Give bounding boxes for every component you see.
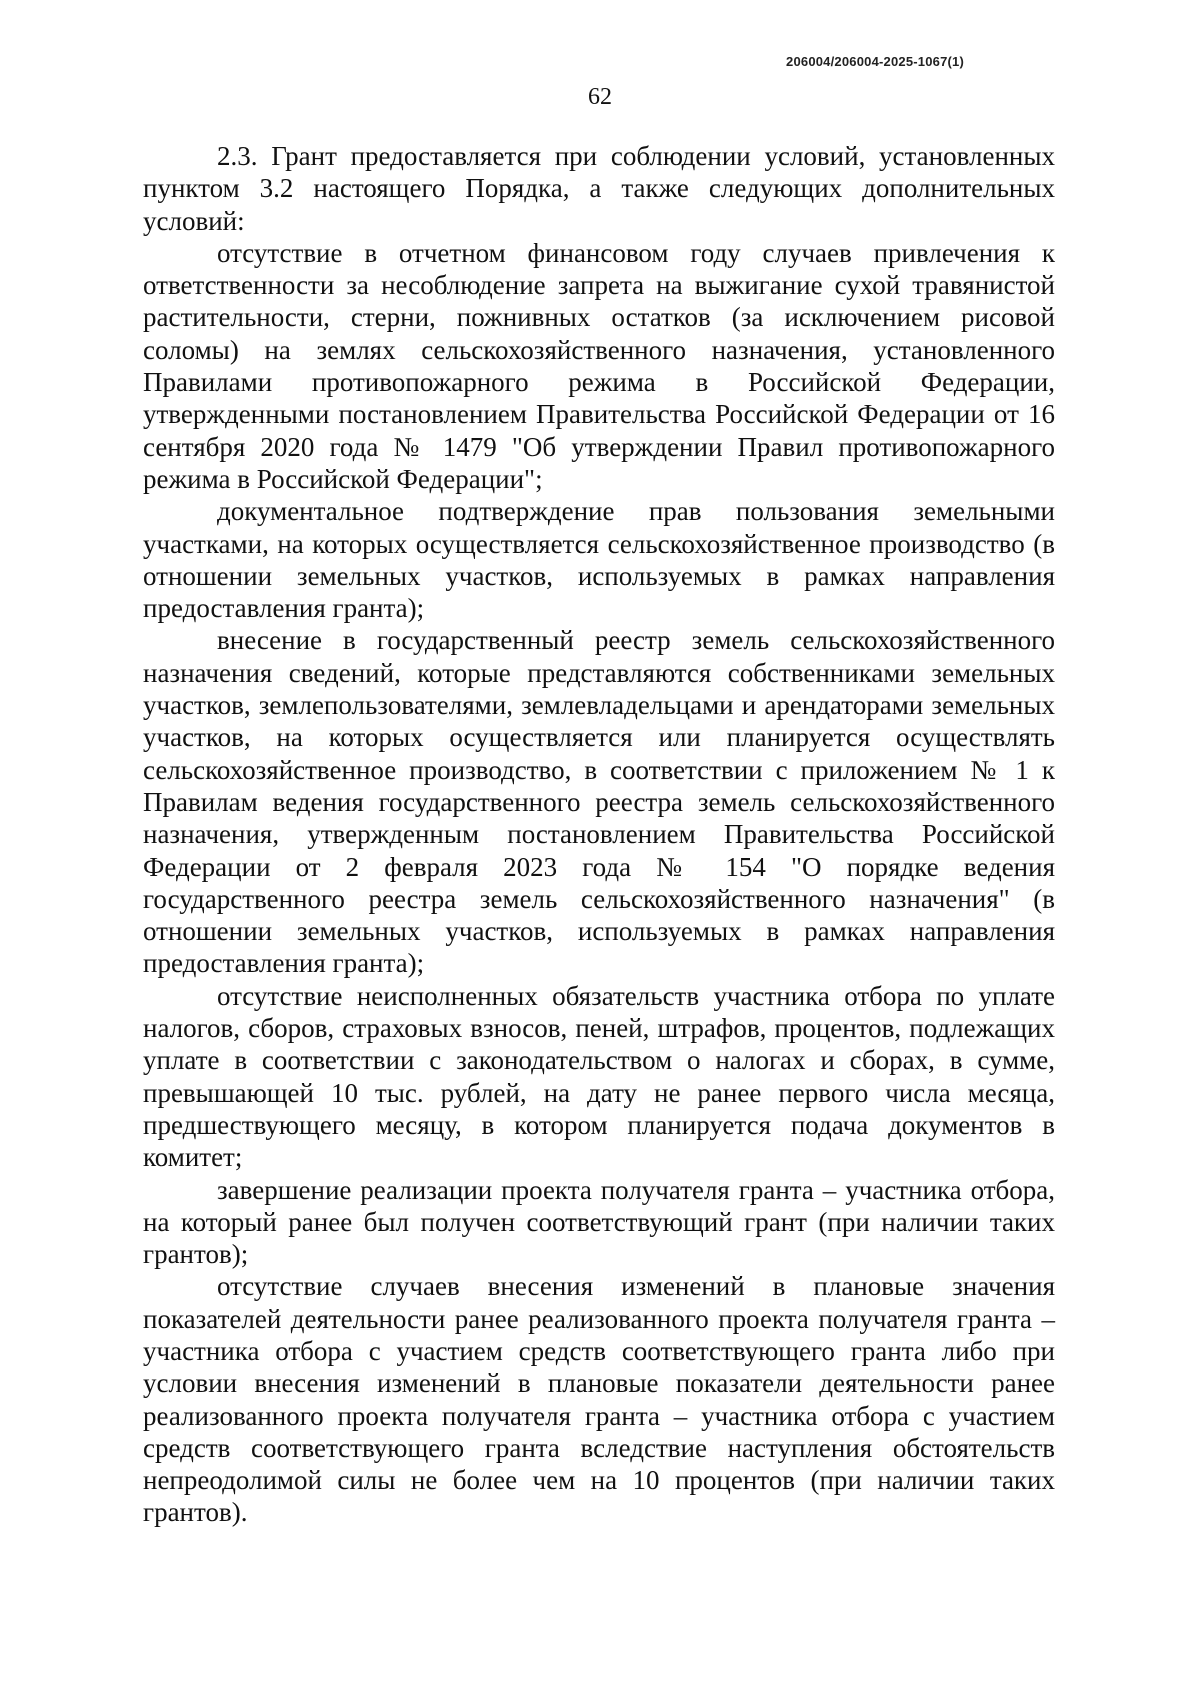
document-id: 206004/206004-2025-1067(1) <box>786 54 964 69</box>
document-body <box>143 140 1055 1529</box>
paragraph-condition-burning: отсутствие в отчетном финансовом году случаев привлечения к ответственности за несоблюдение запрета на выжигание сухой травянистой растительности, стерни, пожнивных остатков (за исключением рисовой соломы) на землях сельскохозяйственного назначения, установленного Правилами противопожарного режима в Российской Федерации, утвержденными постановлением Правительства Российской Федерации от 16 сентября 2020 года № 1479 "Об утверждении Правил противопожарного режима в Российской Федерации"; <box>143 237 1055 494</box>
paragraph-2-3-intro: 2.3. Грант предоставляется при соблюдении условий, установленных пунктом 3.2 настоящего Порядка, а также следующих дополнительных условий: <box>143 141 1055 236</box>
paragraph-condition-tax-debt: отсутствие неисполненных обязательств участника отбора по уплате налогов, сборов, страховых взносов, пеней, штрафов, процентов, подлежащих уплате в соответствии с законодательством о налогах и сборах, в сумме, превышающей 10 тыс. рублей, на дату не ранее первого числа месяца, предшествующего месяцу, в котором планируется подача документов в комитет; <box>143 980 1055 1173</box>
paragraph-condition-land-rights: документальное подтверждение прав пользования земельными участками, на которых осуществляется сельскохозяйственное производство (в отношении земельных участков, используемых в рамках направления предоставления гранта); <box>143 496 1055 624</box>
page-number: 62 <box>588 84 612 110</box>
paragraph-condition-land-registry: внесение в государственный реестр земель сельскохозяйственного назначения сведений, которые представляются собственниками земельных участков, землепользователями, землевладельцами и арендаторами земельных участков, на которых осуществляется или планируется осуществлять сельскохозяйственное производство, в соответствии с приложением № 1 к Правилам ведения государственного реестра земель сельскохозяйственного назначения, утвержденным постановлением Правительства Российской Федерации от 2 февраля 2023 года № 154 "О порядке ведения государственного реестра земель сельскохозяйственного назначения" (в отношении земельных участков, используемых в рамках направления предоставления гранта); <box>143 625 1055 979</box>
paragraph-condition-project-completion: завершение реализации проекта получателя гранта – участника отбора, на который ранее был получен соответствующий грант (при наличии таких грантов); <box>143 1174 1055 1270</box>
paragraph-condition-indicator-changes: отсутствие случаев внесения изменений в плановые значения показателей деятельности ранее реализованного проекта получателя гранта – участника отбора с участием средств соответствующего гранта либо при условии внесения изменений в плановые показатели деятельности ранее реализованного проекта получателя гранта – участника отбора с участием средств соответствующего гранта вследствие наступления обстоятельств непреодолимой силы не более чем на 10 процентов (при наличии таких грантов). <box>143 1271 1055 1528</box>
